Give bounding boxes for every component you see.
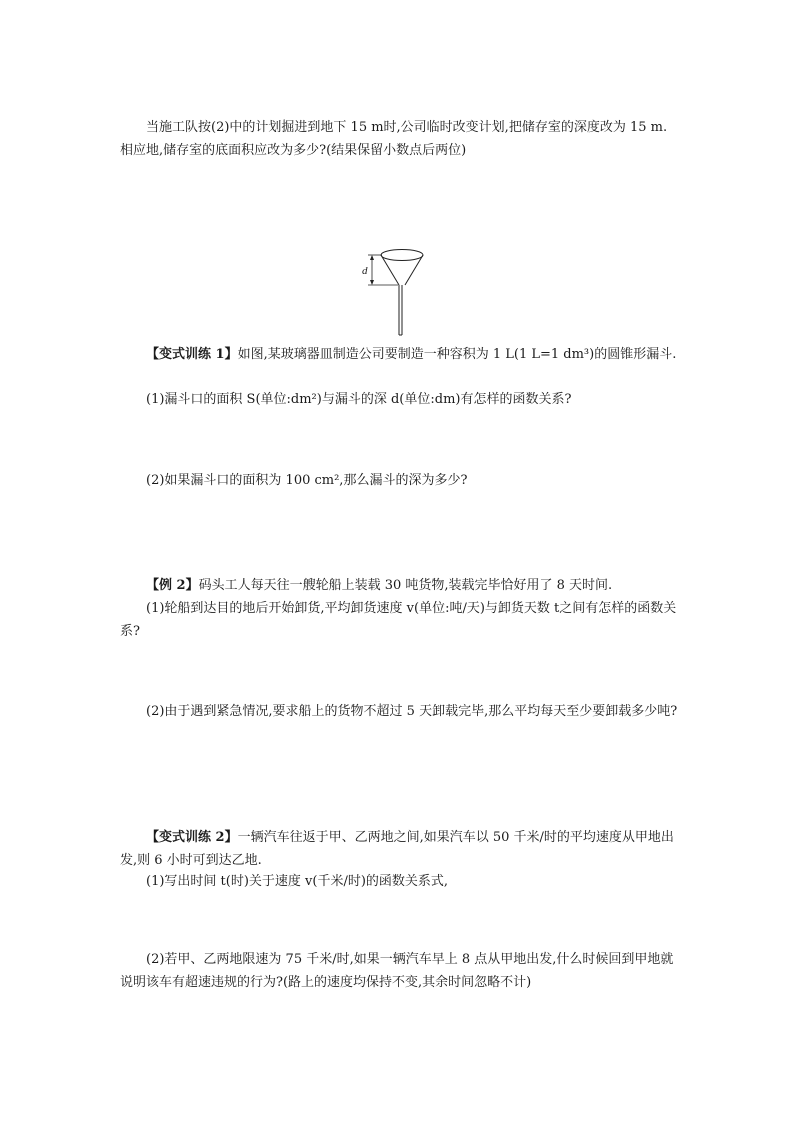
variant2-q1-text: (1)写出时间 t(时)关于速度 v(千米/时)的函数关系式, bbox=[146, 874, 449, 889]
variant1-q1-text: (1)漏斗口的面积 S(单位:dm²)与漏斗的深 d(单位:dm)有怎样的函数关系? bbox=[146, 392, 572, 407]
example2-q2-text: (2)由于遇到紧急情况,要求船上的货物不超过 5 天卸载完毕,那么平均每天至少要卸载多少吨? bbox=[146, 704, 678, 719]
example2-q1-text: (1)轮船到达目的地后开始卸货,平均卸货速度 v(单位:吨/天)与卸货天数 t之间有怎样的函数关系? bbox=[120, 601, 677, 639]
depth-label: d bbox=[362, 265, 368, 277]
variant1-q2-text: (2)如果漏斗口的面积为 100 cm²,那么漏斗的深为多少? bbox=[146, 473, 468, 488]
variant2-question-2 bbox=[120, 948, 680, 994]
funnel-rim bbox=[381, 250, 423, 261]
example2-paragraph bbox=[120, 574, 680, 597]
variant2-paragraph bbox=[120, 826, 680, 872]
variant1-question-1 bbox=[120, 388, 680, 411]
variant2-tag: 【变式训练 2】 bbox=[146, 830, 238, 845]
example2-question-2 bbox=[120, 700, 680, 723]
depth-arrow-up bbox=[370, 255, 374, 260]
section3-text: 当施工队按(2)中的计划掘进到地下 15 m时,公司临时改变计划,把储存室的深度改为 15 m.相应地,储存室的底面积应改为多少?(结果保留小数点后两位) bbox=[120, 120, 668, 158]
depth-arrow-down bbox=[370, 280, 374, 285]
variant1-paragraph bbox=[120, 343, 680, 366]
variant2-q2-text: (2)若甲、乙两地限速为 75 千米/时,如果一辆汽车早上 8 点从甲地出发,什么时候回到甲地就说明该车有超速违规的行为?(路上的速度均保持不变,其余时间忽略不计) bbox=[120, 952, 674, 990]
variant1-tag: 【变式训练 1】 bbox=[146, 347, 238, 362]
section3-paragraph bbox=[120, 116, 680, 162]
variant1-intro: 如图,某玻璃器皿制造公司要制造一种容积为 1 L(1 L=1 dm³)的圆锥形漏斗. bbox=[237, 347, 677, 362]
variant1-question-2 bbox=[120, 469, 680, 492]
funnel-figure bbox=[358, 243, 430, 339]
variant2-question-1 bbox=[120, 870, 680, 893]
example2-tag: 【例 2】 bbox=[146, 578, 199, 593]
example2-question-1 bbox=[120, 597, 680, 643]
example2-intro: 码头工人每天往一艘轮船上装载 30 吨货物,装载完毕恰好用了 8 天时间. bbox=[198, 578, 613, 593]
variant2-intro: 一辆汽车往返于甲、乙两地之间,如果汽车以 50 千米/时的平均速度从甲地出发,则 6 小时可到达乙地. bbox=[120, 830, 674, 868]
